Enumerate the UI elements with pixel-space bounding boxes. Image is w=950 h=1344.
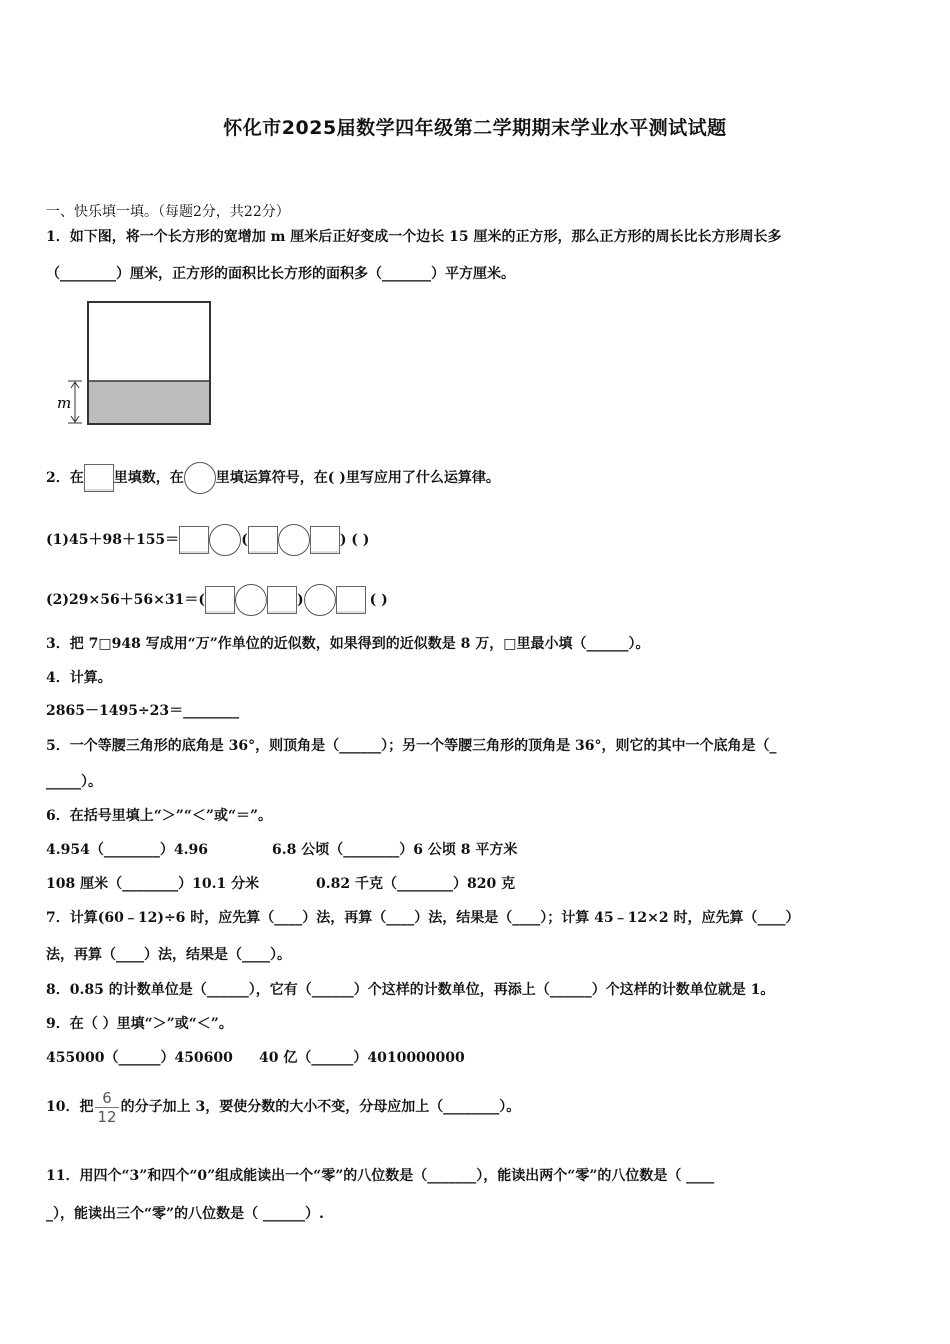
q1-line1: 1．如下图，将一个长方形的宽增加 m 厘米后正好变成一个边长 15 厘米的正方形，那么正方形的周长比长方形周长多 xyxy=(46,229,782,245)
shaded-strip xyxy=(89,381,209,423)
answer-box[interactable] xyxy=(310,526,340,554)
answer-box[interactable] xyxy=(248,526,278,554)
q7-line1: 7．计算(60﹣12)÷6 时，应先算（____）法，再算（____）法，结果是（____）；计算 45﹣12×2 时，应先算（____） xyxy=(46,910,800,926)
q6-row2b: 0.82 千克（________）820 克 xyxy=(316,876,516,892)
q2-expression-1: (1)45＋98＋155＝ ( ) ( ) xyxy=(46,524,369,556)
q9: 9．在（ ）里填“＞”或“＜”。 xyxy=(46,1016,233,1032)
answer-box[interactable] xyxy=(179,526,209,554)
answer-box[interactable] xyxy=(84,464,114,492)
q6-row1a: 4.954（________）4.96 xyxy=(46,842,208,858)
fraction: $\frac{6}{12}$ xyxy=(97,1088,117,1126)
q4: 4．计算。 xyxy=(46,670,112,686)
m-label: m xyxy=(57,394,72,412)
operator-circle[interactable] xyxy=(278,524,310,556)
answer-box[interactable] xyxy=(336,586,366,614)
q5-line1: 5．一个等腰三角形的底角是 36°，则顶角是（______）；另一个等腰三角形的顶角是 36°，则它的其中一个底角是（_ xyxy=(46,738,777,754)
q6-row2a: 108 厘米（________）10.1 分米 xyxy=(46,876,260,892)
q3: 3．把 7□948 写成用“万”作单位的近似数，如果得到的近似数是 8 万，□里最小填（______）。 xyxy=(46,636,650,652)
q4-expression: 2865－1495÷23＝________ xyxy=(46,703,240,719)
q1-line2: （________）厘米，正方形的面积比长方形的面积多（_______）平方厘米。 xyxy=(46,266,515,282)
q5-line2: _____）。 xyxy=(46,774,102,790)
q9-row1a: 455000（______）450600 xyxy=(46,1050,233,1066)
operator-circle[interactable] xyxy=(184,462,216,494)
q9-row1b: 40 亿（______）4010000000 xyxy=(259,1050,465,1066)
page-title: 怀化市2025届数学四年级第二学期期末学业水平测试试题 xyxy=(223,117,727,139)
operator-circle[interactable] xyxy=(209,524,241,556)
answer-box[interactable] xyxy=(267,586,297,614)
q7-line2: 法，再算（____）法，结果是（____）。 xyxy=(46,947,291,963)
operator-circle[interactable] xyxy=(304,584,336,616)
q2-instruction: 2．在 里填数，在 里填运算符号，在( )里写应用了什么运算律。 xyxy=(46,462,500,494)
q6-row1b: 6.8 公顷（________）6 公顷 8 平方米 xyxy=(272,842,518,858)
operator-circle[interactable] xyxy=(235,584,267,616)
q6: 6．在括号里填上“＞”“＜”或“＝”。 xyxy=(46,808,273,824)
rectangle-figure xyxy=(54,298,219,430)
section-heading: 一、快乐填一填。（每题2分，共22分） xyxy=(46,204,290,220)
q11-line2: _），能读出三个“零”的八位数是（ ______）. xyxy=(46,1206,324,1222)
q2-expression-2: (2)29×56＋56×31＝( ) ( ) xyxy=(46,584,388,616)
answer-box[interactable] xyxy=(205,586,235,614)
q11-line1: 11．用四个“3”和四个“0”组成能读出一个“零”的八位数是（_______），能读出两个“零”的八位数是（ ____ xyxy=(46,1168,715,1184)
q8: 8．0.85 的计数单位是（______），它有（______）个这样的计数单位，再添上（______）个这样的计数单位就是 1。 xyxy=(46,982,775,998)
q10: 10．把 $\frac{6}{12}$ 的分子加上 3，要使分数的大小不变，分母应加上（________）。 xyxy=(46,1088,521,1126)
